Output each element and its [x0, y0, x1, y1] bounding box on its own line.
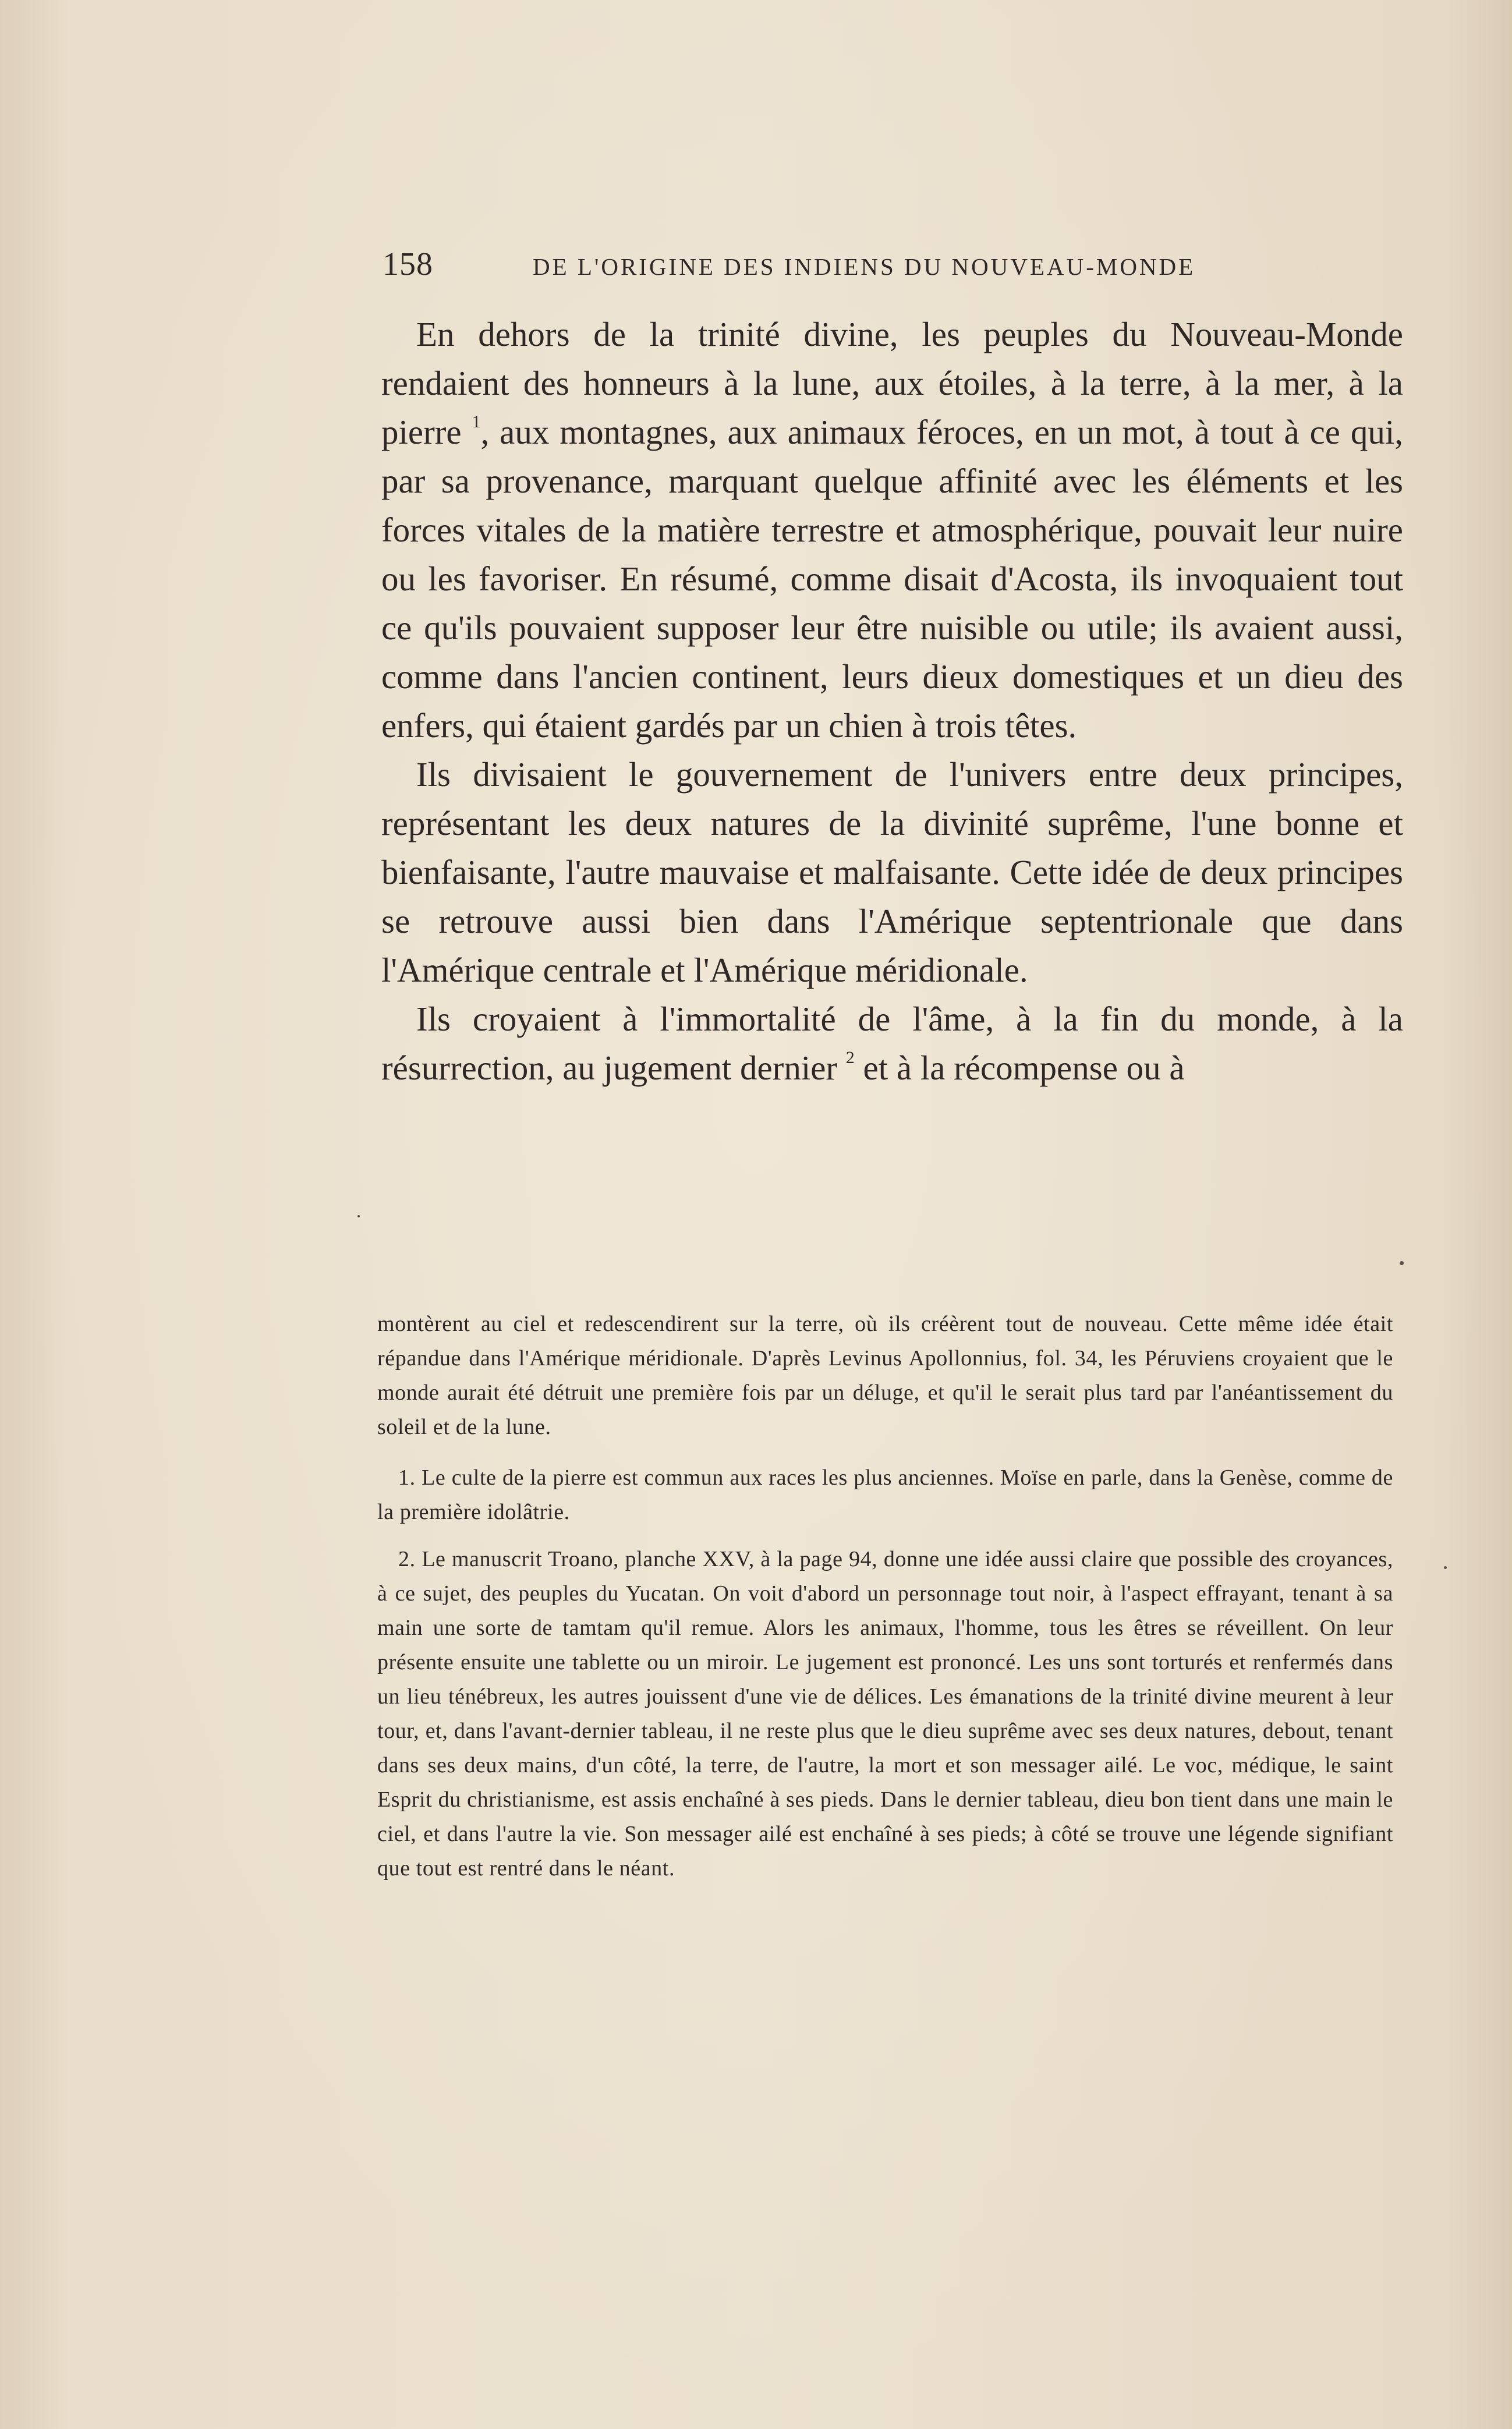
footnote-ref-2: 2: [845, 1048, 855, 1067]
paper-speck: [1444, 1566, 1447, 1569]
running-title: DE L'ORIGINE DES INDIENS DU NOUVEAU-MONDE: [533, 253, 1196, 280]
footnotes: [377, 1307, 1393, 1899]
paragraph-1-part-b: , aux montagnes, aux animaux féroces, en un mot, à tout à ce qui, par sa provenance, marquant quelque affinité avec les éléments et les forces vitales de la matière terrestre et atmosphérique, pouvait leur nuire ou les favoriser. En résumé, comme disait d'Acosta, ils invoquaient tout ce qu'ils pouvaient supposer leur être nuisible ou utile; ils avaient aussi, comme dans l'ancien continent, leurs dieux domestiques et un dieu des enfers, qui étaient gardés par un chien à trois têtes.: [381, 413, 1403, 745]
paragraph-2: Ils divisaient le gouvernement de l'univers entre deux principes, représentant les deux natures de la divinité suprême, l'une bonne et bienfaisante, l'autre mauvaise et malfaisante. Cette idée de deux principes se retrouve aussi bien dans l'Amérique septentrionale que dans l'Amérique centrale et l'Amérique méridionale.: [381, 755, 1403, 989]
footnote-2: 2. Le manuscrit Troano, planche XXV, à la page 94, donne une idée aussi claire que possible des croyances, à ce sujet, des peuples du Yucatan. On voit d'abord un personnage tout noir, à l'aspect effrayant, tenant à sa main une sorte de tamtam qu'il remue. Alors les animaux, l'homme, tous les êtres se réveillent. On leur présente ensuite une tablette ou un miroir. Le jugement est prononcé. Les uns sont torturés et renfermés dans un lieu ténébreux, les autres jouissent d'une vie de délices. Les émanations de la trinité divine meurent à leur tour, et, dans l'avant-dernier tableau, il ne reste plus que le dieu suprême avec ses deux natures, debout, tenant dans ses deux mains, d'un côté, la terre, de l'autre, la mort et son messager ailé. Le voc, médique, le saint Esprit du christianisme, est assis enchaîné à ses pieds. Dans le dernier tableau, dieu bon tient dans une main le ciel, et dans l'autre la vie. Son messager ailé est enchaîné à ses pieds; à côté se trouve une légende signifiant que tout est rentré dans le néant.: [377, 1547, 1393, 1881]
paragraph-3-part-b: et à la récompense ou à: [863, 1049, 1185, 1087]
paragraph-1: [381, 310, 1403, 750]
footnote-continuation: montèrent au ciel et redescendirent sur la terre, où ils créèrent tout de nouveau. Cette même idée était répandue dans l'Amérique méridionale. D'après Levinus Apollonnius, fol. 34, les Péruviens croyaient que le monde aurait été détruit une première fois par un déluge, et qu'il le serait plus tard par l'anéantissement du soleil et de la lune.: [377, 1312, 1393, 1439]
paper-speck: [1400, 1261, 1404, 1265]
main-text: [381, 310, 1403, 1092]
paragraph-3-part-a: Ils croyaient à l'immortalité de l'âme, à la fin du monde, à la résurrection, au jugement dernier: [381, 1000, 1403, 1087]
footnote-ref-1: 1: [472, 412, 481, 431]
page-number: 158: [383, 246, 433, 282]
footnote-1: 1. Le culte de la pierre est commun aux races les plus anciennes. Moïse en parle, dans la Genèse, comme de la première idolâtrie.: [377, 1465, 1393, 1524]
page-header: [383, 246, 1267, 286]
paragraph-3: [381, 994, 1403, 1092]
paragraph-1-part-a: En dehors de la trinité divine, les peuples du Nouveau-Monde rendaient des honneurs à la lune, aux étoiles, à la terre, à la mer, à la pierre: [381, 315, 1403, 451]
paper-speck: [357, 1215, 360, 1217]
